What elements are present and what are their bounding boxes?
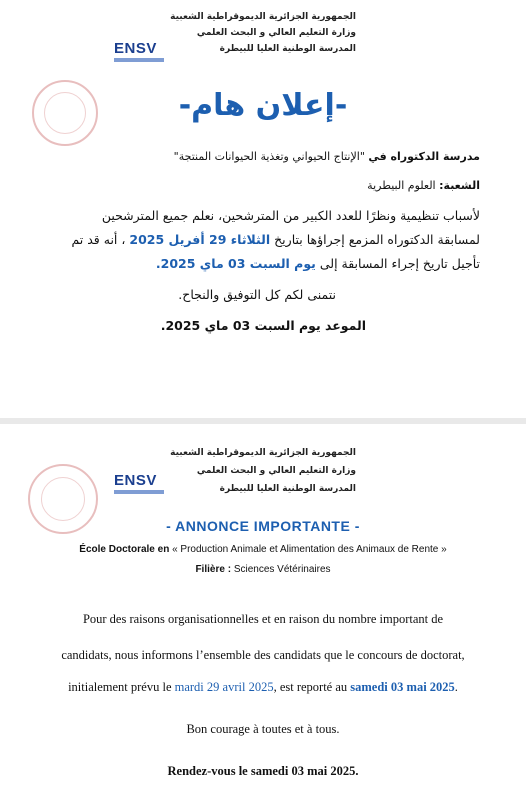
header-ministry: وزارة التعليم العالي و البحث العلمي: [196, 466, 356, 476]
field-line: [0, 564, 526, 575]
logo-underline: [114, 58, 164, 62]
header-school: المدرسة الوطنية العليا للبيطرة: [219, 44, 356, 54]
doctoral-school-line: [0, 544, 526, 555]
field-label: الشعبة:: [439, 179, 480, 192]
french-notice-page: [0, 424, 526, 803]
body-line-2-a: لمسابقة الدكتوراه المزمع إجراؤها بتاريخ: [274, 232, 480, 247]
logo-underline: [114, 490, 164, 494]
seal-inner-ring: [41, 477, 85, 521]
ensv-logo: ENSV: [114, 472, 157, 489]
doctoral-school-label: مدرسة الدكتوراه في: [368, 150, 480, 163]
doctoral-school-name: "الإنتاج الحيواني وتغذية الحيوانات المنتجة": [173, 150, 365, 163]
header-republic: الجمهورية الجزائرية الديموقراطية الشعبية: [170, 12, 356, 22]
header-republic: الجمهورية الجزائرية الديموقراطية الشعبية: [170, 448, 356, 458]
field-line: [367, 179, 480, 192]
header-ministry: وزارة التعليم العالي و البحث العلمي: [196, 28, 356, 38]
new-date: samedi 03 mai 2025: [350, 680, 455, 694]
arabic-title: -إعلان هام-: [178, 88, 348, 123]
doctoral-school-line: [174, 150, 480, 163]
ensv-logo: ENSV: [114, 40, 157, 57]
appointment: الموعد يوم السبت 03 ماي 2025.: [160, 318, 366, 333]
new-date: يوم السبت 03 ماي 2025.: [155, 256, 316, 271]
field-label: Filière :: [195, 564, 232, 575]
body-line-3-b: , est reporté au: [273, 680, 348, 694]
body-line-3-a: initialement prévu le: [68, 680, 172, 694]
body-line-1: لأسباب تنظيمية ونظرًا للعدد الكبير من المترشحين، نعلم جميع المترشحين: [101, 208, 480, 223]
body-line-3: [156, 256, 480, 271]
wishes: نتمنى لكم كل التوفيق والنجاح.: [178, 287, 336, 302]
body-line-3: [0, 680, 526, 695]
body-line-2: [71, 232, 480, 247]
french-title: - ANNONCE IMPORTANTE -: [166, 518, 360, 534]
doctoral-school-name: « Production Animale et Alimentation des Animaux de Rente »: [172, 544, 447, 555]
body-line-3-a: تأجيل تاريخ إجراء المسابقة إلى: [319, 256, 480, 271]
header-school: المدرسة الوطنية العليا للبيطرة: [219, 484, 356, 494]
field-value: Sciences Vétérinaires: [233, 564, 331, 575]
original-date: mardi 29 avril 2025: [174, 680, 274, 694]
body-line-2: candidats, nous informons l’ensemble des candidats que le concours de doctorat,: [61, 648, 465, 662]
doctoral-school-label: École Doctorale en: [79, 544, 170, 555]
original-date: الثلاثاء 29 أفريل 2025: [129, 232, 271, 247]
field-value: العلوم البيطرية: [367, 179, 436, 192]
wishes: Bon courage à toutes et à tous.: [186, 722, 340, 736]
appointment: Rendez-vous le samedi 03 mai 2025.: [167, 764, 359, 778]
body-line-1: Pour des raisons organisationnelles et en raison du nombre important de: [82, 612, 444, 626]
body-line-2-b: ، أنه قد تم: [71, 232, 126, 247]
body-line-3-c: .: [454, 680, 458, 694]
